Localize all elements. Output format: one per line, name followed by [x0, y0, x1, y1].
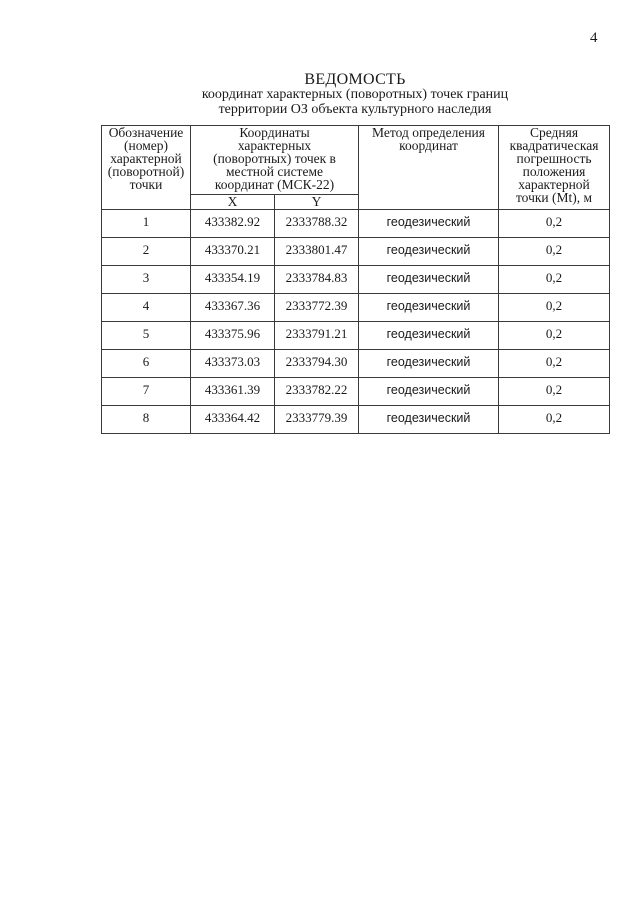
y-cell: 2333782.22 [275, 378, 359, 406]
table-row [102, 378, 610, 406]
y-cell: 2333779.39 [275, 406, 359, 434]
coordinates-table [101, 125, 610, 434]
point-cell: 8 [102, 406, 191, 434]
header-point [102, 126, 191, 210]
header-line: погрешность [516, 151, 592, 166]
accuracy-cell: 0,2 [499, 238, 610, 266]
x-cell: 433354.19 [191, 266, 275, 294]
point-cell: 6 [102, 350, 191, 378]
point-cell: 4 [102, 294, 191, 322]
header-line: квадратическая [509, 138, 599, 153]
header-line: точки (Mt), м [515, 190, 593, 205]
method-cell: геодезический [359, 350, 499, 378]
x-cell: 433370.21 [191, 238, 275, 266]
x-cell: 433375.96 [191, 322, 275, 350]
header-method [359, 126, 499, 210]
method-cell: геодезический [359, 406, 499, 434]
method-cell: геодезический [359, 210, 499, 238]
accuracy-cell: 0,2 [499, 350, 610, 378]
accuracy-cell: 0,2 [499, 406, 610, 434]
header-x: X [191, 195, 275, 210]
header-line: (номер) [124, 138, 168, 153]
header-line: Метод определения [372, 125, 485, 140]
header-line: характерной [518, 177, 590, 192]
table-row [102, 350, 610, 378]
point-cell: 5 [102, 322, 191, 350]
x-cell: 433364.42 [191, 406, 275, 434]
header-coordinates [191, 126, 359, 195]
point-cell: 7 [102, 378, 191, 406]
y-cell: 2333801.47 [275, 238, 359, 266]
y-cell: 2333794.30 [275, 350, 359, 378]
method-cell: геодезический [359, 266, 499, 294]
header-line: Координаты [239, 125, 310, 140]
table-row [102, 210, 610, 238]
document-title [100, 72, 610, 117]
header-y: Y [275, 195, 359, 210]
header-line: (поворотной) [107, 164, 185, 179]
table-row [102, 266, 610, 294]
table-row [102, 322, 610, 350]
accuracy-cell: 0,2 [499, 210, 610, 238]
table-row [102, 294, 610, 322]
header-accuracy [499, 126, 610, 210]
accuracy-cell: 0,2 [499, 294, 610, 322]
header-line: положения [522, 164, 586, 179]
accuracy-cell: 0,2 [499, 378, 610, 406]
header-line: (поворотных) точек в [213, 151, 336, 166]
header-line: характерной [110, 151, 182, 166]
x-cell: 433373.03 [191, 350, 275, 378]
title-line-3: территории ОЗ объекта культурного наследия [218, 102, 492, 117]
y-cell: 2333772.39 [275, 294, 359, 322]
method-cell: геодезический [359, 294, 499, 322]
y-cell: 2333788.32 [275, 210, 359, 238]
method-cell: геодезический [359, 238, 499, 266]
accuracy-cell: 0,2 [499, 266, 610, 294]
page-number: 4 [590, 30, 598, 46]
x-cell: 433367.36 [191, 294, 275, 322]
header-line: координат [399, 138, 458, 153]
point-cell: 3 [102, 266, 191, 294]
header-line: Средняя [529, 125, 579, 140]
method-cell: геодезический [359, 322, 499, 350]
method-cell: геодезический [359, 378, 499, 406]
title-line-2: координат характерных (поворотных) точек границ [201, 87, 509, 102]
y-cell: 2333784.83 [275, 266, 359, 294]
x-cell: 433361.39 [191, 378, 275, 406]
y-cell: 2333791.21 [275, 322, 359, 350]
accuracy-cell: 0,2 [499, 322, 610, 350]
header-line: координат (МСК-22) [214, 177, 335, 192]
header-line: характерных [237, 138, 312, 153]
table-row [102, 406, 610, 434]
header-line: точки [129, 177, 163, 192]
point-cell: 1 [102, 210, 191, 238]
title-main: ВЕДОМОСТЬ [304, 71, 406, 88]
header-line: местной системе [226, 164, 323, 179]
header-line: Обозначение [108, 125, 184, 140]
table-row [102, 238, 610, 266]
point-cell: 2 [102, 238, 191, 266]
x-cell: 433382.92 [191, 210, 275, 238]
